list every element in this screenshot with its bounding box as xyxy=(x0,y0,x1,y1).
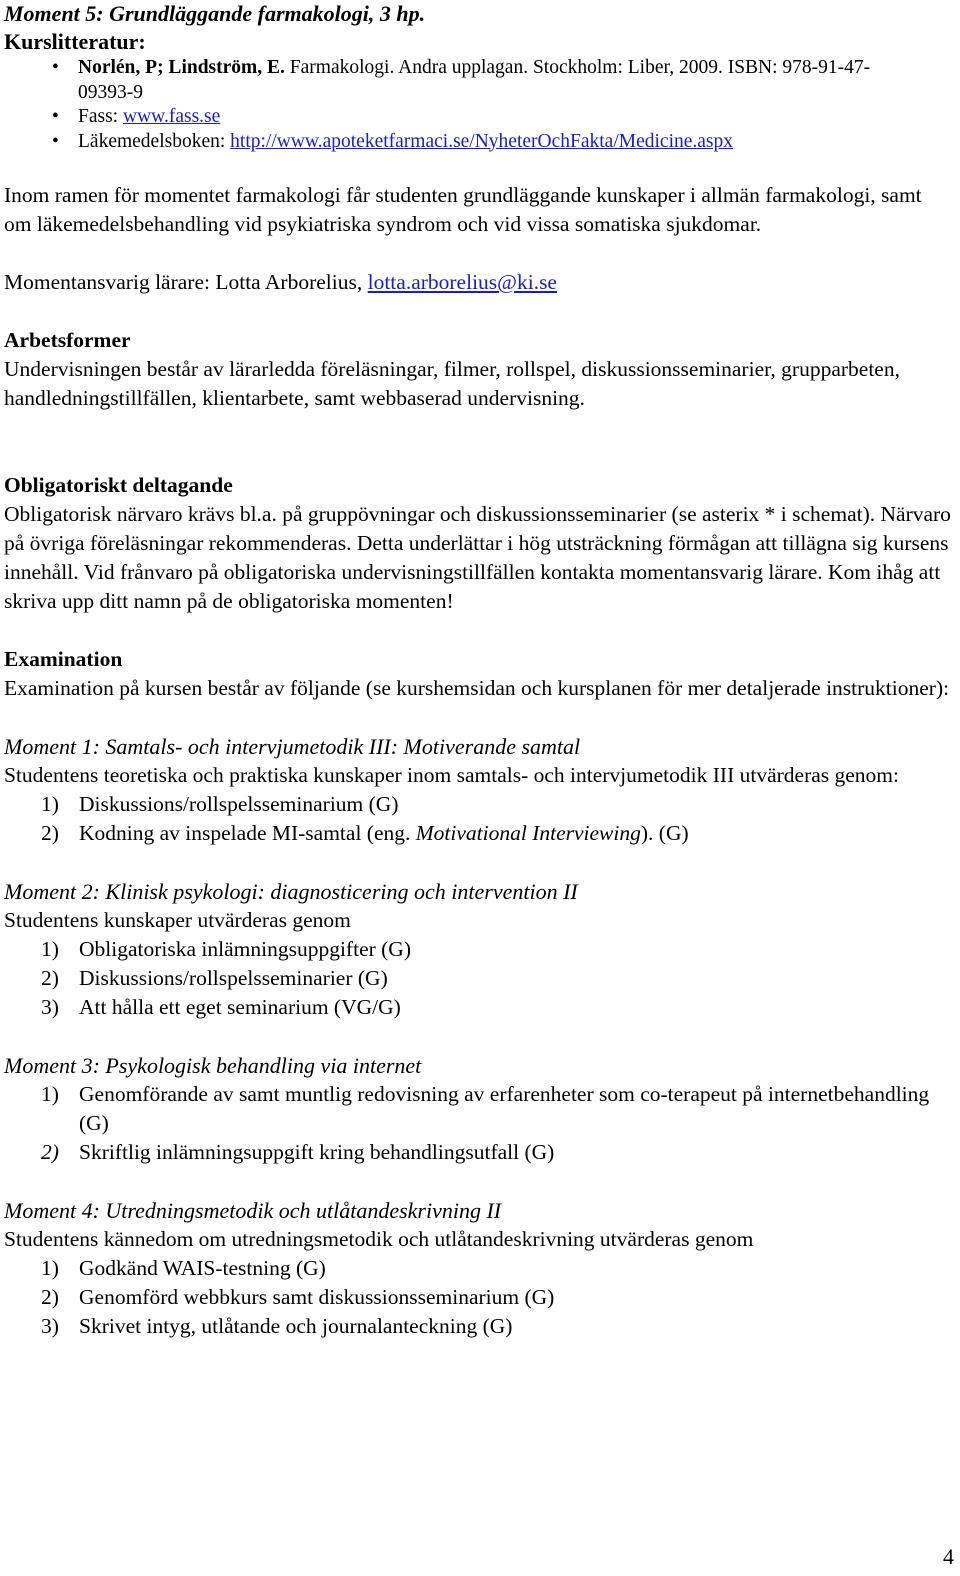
spacer xyxy=(4,297,954,326)
moment1-intro: Studentens teoretiska och praktiska kunskaper inom samtals- och intervjumetodik III utvärderas genom: xyxy=(4,763,900,787)
spacer xyxy=(4,848,954,877)
spacer xyxy=(4,703,954,732)
moment1-list xyxy=(4,790,954,848)
list-item xyxy=(4,1312,954,1341)
item-text: Genomförd webbkurs samt diskussionsseminarium (G) xyxy=(79,1285,555,1309)
list-item xyxy=(4,935,954,964)
item-text-end: ). (G) xyxy=(640,821,689,845)
document-page xyxy=(4,0,954,1341)
item-number: 3) xyxy=(41,1314,59,1338)
list-item xyxy=(4,1138,954,1167)
moment2-heading: Moment 2: Klinisk psykologi: diagnosticering och intervention II xyxy=(4,879,578,904)
responsible-teacher xyxy=(4,268,954,297)
item-text: Genomförande av samt muntlig redovisning av erfarenheter som co-terapeut på internetbehandling (G) xyxy=(79,1082,930,1135)
spacer xyxy=(4,1022,954,1051)
responsible-label: Momentansvarig lärare: Lotta Arborelius, xyxy=(4,270,368,294)
item-number: 1) xyxy=(41,1082,59,1106)
list-item xyxy=(4,964,954,993)
moment2-intro: Studentens kunskaper utvärderas genom xyxy=(4,908,351,932)
ref-authors: Norlén, P; Lindström, E. xyxy=(78,57,285,78)
spacer xyxy=(4,1167,954,1196)
item-number: 1) xyxy=(41,1256,59,1280)
item-text-italic: Motivational Interviewing xyxy=(415,821,641,845)
list-item xyxy=(4,819,954,848)
moment4-list xyxy=(4,1254,954,1341)
item-text: Att hålla ett eget seminarium (VG/G) xyxy=(79,995,401,1019)
literature-item xyxy=(4,130,954,155)
literature-heading: Kurslitteratur: xyxy=(4,29,146,54)
item-text: Kodning av inspelade MI-samtal (eng. xyxy=(79,821,416,845)
spacer xyxy=(4,616,954,645)
item-number: 2) xyxy=(41,1140,59,1164)
arbetsformer-text: Undervisningen består av lärarledda föreläsningar, filmer, rollspel, diskussionsseminarier, grupparbeten, handledningstillfällen, klientarbete, samt webbaserad undervisning. xyxy=(4,357,900,410)
bullet-icon: • xyxy=(52,106,59,127)
bullet-icon: • xyxy=(52,57,59,78)
moment2-list xyxy=(4,935,954,1022)
moment1-heading: Moment 1: Samtals- och intervjumetodik III: Motiverande samtal xyxy=(4,734,581,759)
moment3-list xyxy=(4,1080,954,1167)
fass-label: Fass: xyxy=(78,106,123,127)
responsible-email-link[interactable]: lotta.arborelius@ki.se xyxy=(367,270,557,294)
list-item xyxy=(4,790,954,819)
examination-text: Examination på kursen består av följande (se kurshemsidan och kursplanen för mer detaljerade instruktioner): xyxy=(4,676,950,700)
item-number: 2) xyxy=(41,821,59,845)
moment3-heading: Moment 3: Psykologisk behandling via internet xyxy=(4,1053,422,1078)
intro-paragraph: Inom ramen för momentet farmakologi får studenten grundläggande kunskaper i allmän farmakologi, samt om läkemedelsbehandling vid psykiatriska syndrom och vid vissa somatiska sjukdomar. xyxy=(4,183,922,236)
lakemedelsboken-link[interactable]: http://www.apoteketfarmaci.se/NyheterOchFakta/Medicine.aspx xyxy=(230,130,734,152)
arbetsformer-heading: Arbetsformer xyxy=(4,328,131,352)
item-text: Diskussions/rollspelsseminarier (G) xyxy=(79,966,388,990)
literature-item xyxy=(4,105,954,130)
list-item xyxy=(4,1080,954,1138)
item-number: 1) xyxy=(41,937,59,961)
page-title: Moment 5: Grundläggande farmakologi, 3 hp. xyxy=(4,1,426,26)
item-text: Obligatoriska inlämningsuppgifter (G) xyxy=(79,937,411,961)
page-number: 4 xyxy=(943,1544,954,1569)
list-item xyxy=(4,993,954,1022)
spacer xyxy=(4,239,954,268)
lmb-label: Läkemedelsboken: xyxy=(78,130,231,152)
literature-item xyxy=(4,56,954,105)
item-text: Diskussions/rollspelsseminarium (G) xyxy=(79,792,399,816)
spacer xyxy=(4,154,954,181)
spacer xyxy=(4,413,954,471)
literature-list xyxy=(4,56,954,154)
item-number: 1) xyxy=(41,792,59,816)
fass-link[interactable]: www.fass.se xyxy=(122,106,221,127)
item-number: 2) xyxy=(41,966,59,990)
moment4-heading: Moment 4: Utredningsmetodik och utlåtandeskrivning II xyxy=(4,1198,502,1223)
obligatoriskt-heading: Obligatoriskt deltagande xyxy=(4,473,233,497)
list-item xyxy=(4,1254,954,1283)
item-text: Godkänd WAIS-testning (G) xyxy=(79,1256,326,1280)
ref-details: Farmakologi. Andra upplagan. Stockholm: Liber, 2009. ISBN: 978-91-47- xyxy=(284,57,871,78)
list-item xyxy=(4,1283,954,1312)
item-text: Skrivet intyg, utlåtande och journalanteckning (G) xyxy=(79,1314,513,1338)
item-number: 2) xyxy=(41,1285,59,1309)
bullet-icon: • xyxy=(52,130,59,152)
obligatoriskt-text: Obligatorisk närvaro krävs bl.a. på gruppövningar och diskussionsseminarier (se asterix * i schemat). Närvaro på övriga föreläsningar rekommenderas. Detta underlättar i hög utsträckning förmågan att tillägna sig kursens innehåll. Vid frånvaro på obligatoriska undervisningstillfällen kontakta momentansvarig lärare. Kom ihåg att skriva upp ditt namn på de obligatoriska momenten! xyxy=(4,502,951,613)
item-text: Skriftlig inlämningsuppgift kring behandlingsutfall (G) xyxy=(79,1140,555,1164)
item-number: 3) xyxy=(41,995,59,1019)
examination-heading: Examination xyxy=(4,647,123,671)
ref-isbn-end: 09393-9 xyxy=(78,81,143,103)
moment4-intro: Studentens kännedom om utredningsmetodik och utlåtandeskrivning utvärderas genom xyxy=(4,1227,754,1251)
